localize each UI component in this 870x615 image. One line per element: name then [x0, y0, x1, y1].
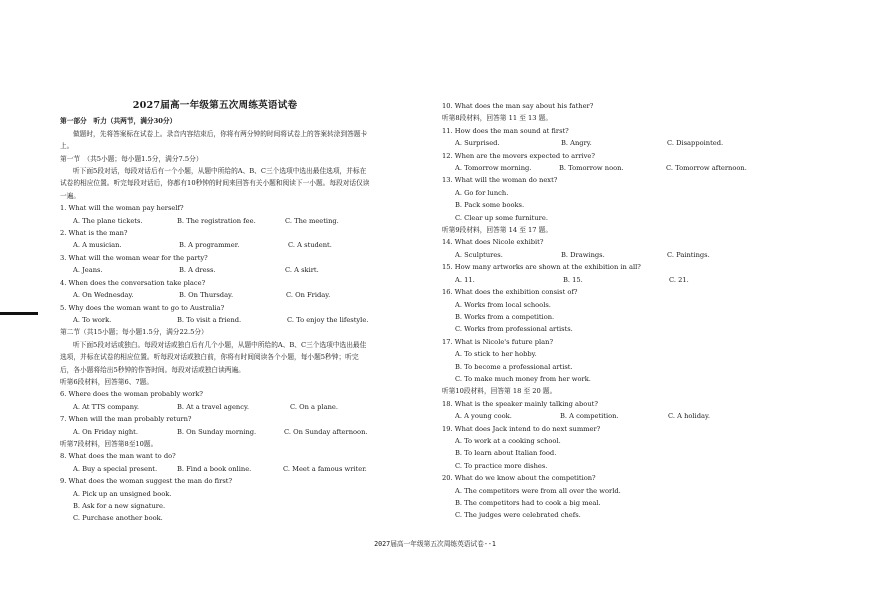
option-a: A. Surprised.	[455, 139, 500, 148]
option-c: C. A holiday.	[668, 412, 710, 421]
option-c: C. Tomorrow afternoon.	[666, 164, 747, 173]
options-row	[60, 401, 370, 413]
option-a: A. To work at a cooking school.	[455, 436, 561, 445]
option-c: C. Purchase another book.	[73, 514, 163, 523]
option-a: A. On Friday night.	[73, 427, 138, 436]
left-column	[60, 100, 370, 525]
question-text: 9. What does the woman suggest the man do first?	[60, 477, 233, 486]
section-one-heading: 第一节 （共5小题；每小题1.5分，满分7.5分）	[60, 154, 203, 163]
option-b: B. Pack some books.	[455, 201, 525, 210]
option-c: C. Paintings.	[667, 250, 710, 259]
question-11	[442, 125, 782, 150]
margin-marker	[0, 312, 38, 315]
option-a: A. The competitors were from all over the world.	[455, 486, 621, 495]
question-16	[442, 286, 782, 336]
option-c: C. Meet a famous writer.	[283, 464, 367, 473]
option-b: B. Ask for a new signature.	[73, 502, 166, 510]
option-b: B. A competition.	[560, 412, 619, 421]
question-text: 16. What does the exhibition consist of?	[442, 288, 578, 297]
options-row	[60, 264, 370, 276]
option-c: C. A student.	[288, 241, 332, 250]
option-c: C. 21.	[669, 275, 689, 284]
listen-instruction-10: 听第10段材料，回答第 18 至 20 题。	[442, 387, 557, 396]
question-text: 2. What is the man?	[60, 229, 128, 238]
option-a: A. Jeans.	[73, 266, 103, 275]
question-6	[60, 388, 370, 413]
question-4	[60, 277, 370, 302]
option-c: C. To practice more dishes.	[455, 461, 548, 470]
question-text: 14. What does Nicole exhibit?	[442, 238, 544, 247]
options-row	[442, 137, 782, 149]
part-one-heading: 第一部分 听力（共两节，满分30分）	[60, 117, 177, 126]
section-two-instructions: 听下面5段对话或独白。每段对话或独白后有几个小题，从题中所给的A、B、C三个选项中选出最佳选项，并标在试卷的相应位置。听每段对话或独白前，你将有时间阅读各个小题，每小题5秒钟；听完后，各小题将给出5秒钟的作答时间。每段对话或独白读两遍。	[60, 340, 367, 374]
question-13	[442, 174, 782, 224]
question-text: 20. What do we know about the competition?	[442, 474, 596, 483]
option-a: A. A young cook.	[455, 412, 512, 421]
question-text: 11. How does the man sound at first?	[442, 126, 569, 135]
options-row	[60, 463, 370, 475]
option-c: C. Clear up some furniture.	[455, 213, 548, 222]
option-c: C. On a plane.	[290, 402, 338, 411]
question-text: 6. Where does the woman probably work?	[60, 390, 204, 399]
option-a: A. At TTS company.	[73, 402, 140, 411]
options-row	[442, 162, 782, 174]
option-b: B. A programmer.	[179, 241, 240, 250]
option-b: B. 15.	[563, 275, 583, 284]
option-b: B. To become a professional artist.	[455, 362, 573, 371]
option-c: C. To make much money from her work.	[455, 374, 591, 383]
question-text: 7. When will the man probably return?	[60, 415, 192, 424]
options-row	[60, 239, 370, 251]
option-a: A. On Wednesday.	[73, 291, 134, 300]
option-a: A. Sculptures.	[455, 250, 503, 259]
option-c: C. On Friday.	[286, 291, 331, 300]
options-row	[442, 274, 782, 286]
option-a: A. 11.	[455, 275, 475, 284]
question-text: 18. What is the speaker mainly talking about?	[442, 399, 598, 408]
option-c: C. The judges were celebrated chefs.	[455, 511, 581, 520]
question-text: 1. What will the woman pay herself?	[60, 204, 184, 213]
options-row	[60, 426, 370, 438]
question-text: 10. What does the man say about his father?	[442, 102, 594, 110]
question-7	[60, 413, 370, 438]
option-a: A. Go for lunch.	[455, 188, 509, 197]
option-b: B. Angry.	[561, 139, 592, 148]
listen-instruction-9: 听第9段材料，回答第 14 至 17 题。	[442, 226, 553, 235]
question-20	[442, 472, 782, 522]
option-c: C. The meeting.	[285, 216, 339, 225]
question-14	[442, 236, 782, 261]
question-text: 8. What does the man want to do?	[60, 452, 176, 461]
right-column	[442, 100, 782, 522]
option-c: C. A skirt.	[285, 266, 319, 275]
options-row	[442, 410, 782, 422]
option-b: B. Works from a competition.	[455, 312, 555, 321]
page-title: 2027届高一年级第五次周练英语试卷	[132, 100, 298, 111]
question-10	[442, 100, 782, 125]
option-a: A. Buy a special present.	[73, 464, 158, 473]
question-text: 4. When does the conversation take place?	[60, 278, 206, 287]
question-3	[60, 252, 370, 277]
option-b: B. Tomorrow noon.	[559, 164, 624, 173]
option-b: B. On Thursday.	[179, 291, 234, 300]
options-row	[442, 249, 782, 261]
section-two-heading: 第二节（共15小题；每小题1.5分，满分22.5分）	[60, 328, 208, 337]
listen-instruction-7: 听第7段材料，回答第8至10题。	[60, 439, 158, 448]
page-footer: 2027届高一年级第五次周练英语试卷--1	[374, 540, 496, 548]
option-b: B. On Sunday morning.	[177, 427, 257, 436]
question-text: 17. What is Nicole's future plan?	[442, 337, 554, 346]
option-b: B. A dress.	[179, 266, 216, 275]
option-a: A. The plane tickets.	[73, 216, 143, 225]
question-text: 19. What does Jack intend to do next summer?	[442, 424, 601, 433]
section-one-instructions: 听下面5段对话，每段对话后有一个小题，从题中所给的A、B、C三个选项中选出最佳选项，并标在试卷的相应位置。听完每段对话后，你都有10秒钟的时间来回答有关小题和阅读下一小题。每段对话仅读一遍。	[60, 167, 370, 200]
question-text: 5. Why does the woman want to go to Australia?	[60, 303, 225, 312]
question-text: 13. What will the woman do next?	[442, 176, 558, 185]
option-a: A. Works from local schools.	[455, 300, 551, 309]
option-a: A. A musician.	[73, 241, 122, 250]
option-a: A. To stick to her hobby.	[455, 350, 537, 359]
question-2	[60, 227, 370, 252]
question-text: 15. How many artworks are shown at the exhibition in all?	[442, 263, 641, 272]
question-12	[442, 150, 782, 175]
option-c: C. Works from professional artists.	[455, 325, 573, 334]
option-b: B. The competitors had to cook a big meal.	[455, 499, 601, 507]
options-row	[60, 215, 370, 227]
listen-instruction-6: 听第6段材料，回答第6、7题。	[60, 377, 154, 386]
option-c: C. To enjoy the lifestyle.	[287, 315, 369, 324]
question-text: 3. What will the woman wear for the party?	[60, 253, 208, 262]
listen-instruction-8: 听第8段材料，回答第 11 至 13 题。	[442, 114, 553, 123]
question-19	[442, 423, 782, 473]
option-c: C. On Sunday afternoon.	[284, 427, 368, 436]
option-b: B. To visit a friend.	[177, 315, 242, 324]
question-15	[442, 261, 782, 286]
option-b: B. The registration fee.	[177, 216, 256, 225]
question-18	[442, 398, 782, 423]
option-c: C. Disappointed.	[667, 139, 724, 148]
option-b: B. Drawings.	[561, 250, 605, 259]
question-5	[60, 302, 370, 327]
question-17	[442, 336, 782, 386]
option-a: A. Pick up an unsigned book.	[73, 489, 172, 498]
options-row	[60, 314, 370, 326]
option-b: B. To learn about Italian food.	[455, 449, 557, 458]
question-8	[60, 450, 370, 475]
option-a: A. To work.	[73, 315, 112, 324]
question-text: 12. When are the movers expected to arrive?	[442, 151, 595, 160]
options-row	[60, 289, 370, 301]
option-b: B. At a travel agency.	[177, 402, 249, 411]
question-1	[60, 202, 370, 227]
question-9	[60, 475, 370, 525]
option-a: A. Tomorrow morning.	[455, 164, 532, 173]
intro-paragraph: 做题时，先将答案标在试卷上。录音内容结束后，你将有两分钟的时间将试卷上的答案转涂到答题卡上。	[60, 129, 368, 151]
option-b: B. Find a book online.	[177, 464, 252, 473]
